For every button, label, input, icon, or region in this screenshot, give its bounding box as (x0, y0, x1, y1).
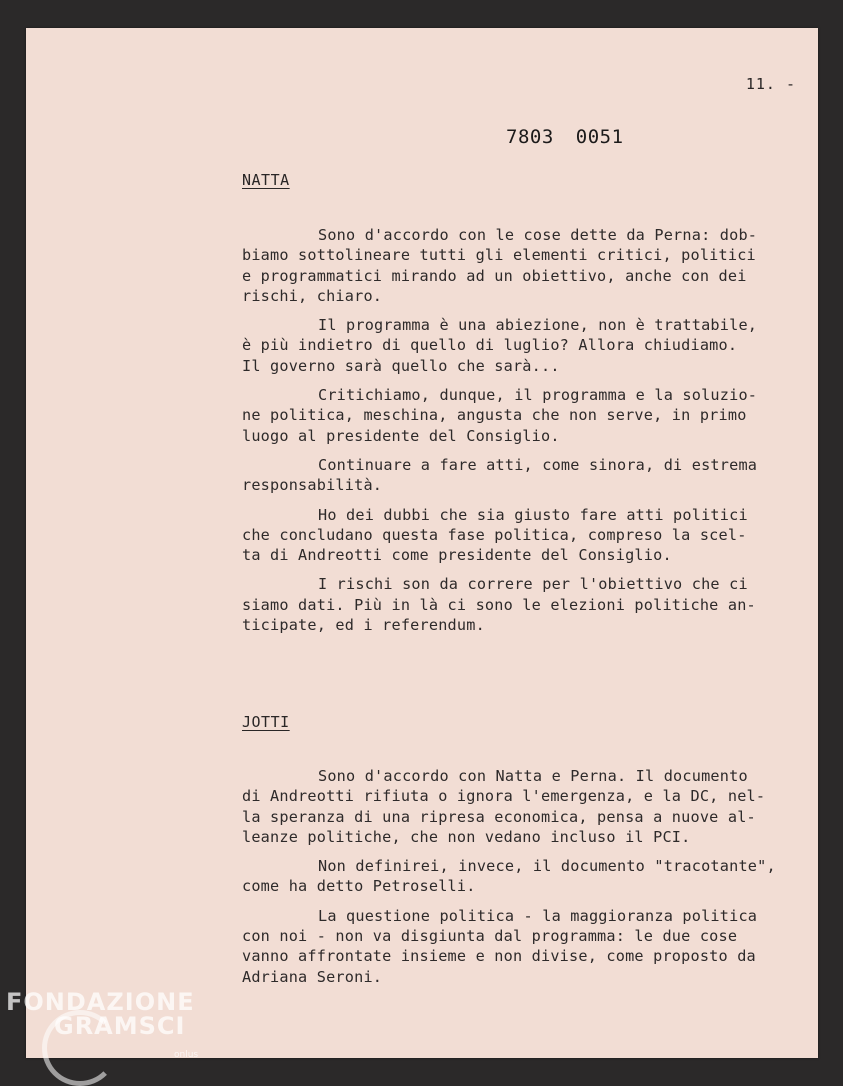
text-line: e programmatici mirando ad un obiettivo, anche con dei (242, 266, 747, 285)
text-line: la speranza di una ripresa economica, pensa a nuove al- (242, 807, 756, 826)
logo-line-1: FONDAZIONE (6, 988, 195, 1016)
text-line: Il governo sarà quello che sarà... (242, 356, 560, 375)
text-line: Sono d'accordo con le cose dette da Perna: dob- (318, 226, 758, 244)
text-line: responsabilità. (242, 476, 383, 495)
text-line: biamo sottolineare tutti gli elementi critici, politici (242, 246, 756, 265)
paragraph (242, 906, 782, 987)
text-line: Continuare a fare atti, come sinora, di estrema (318, 455, 758, 474)
text-line: La questione politica - la maggioranza politica (318, 906, 758, 925)
paragraph (242, 505, 782, 566)
paragraph (242, 315, 782, 376)
archive-code-part: 7803 (506, 126, 554, 148)
page-number: 11. - (745, 75, 796, 93)
text-line: Adriana Seroni. (242, 967, 383, 986)
paragraph (242, 766, 782, 847)
text-line: Non definirei, invece, il documento "tracotante", (318, 857, 776, 876)
speaker-heading-jotti: JOTTI (242, 713, 290, 731)
logo-line-3: onlus (174, 1050, 199, 1060)
archive-code-part: 0051 (575, 126, 624, 148)
text-line: luogo al presidente del Consiglio. (242, 426, 560, 445)
paragraph (242, 574, 782, 635)
text-line: ticipate, ed i referendum. (242, 616, 485, 635)
text-line: vanno affrontate insieme e non divise, come proposto da (242, 947, 756, 966)
text-line: con noi - non va disgiunta dal programma: le due cose (242, 927, 738, 946)
natta-speech (242, 225, 782, 644)
logo-ring-icon (42, 1010, 118, 1086)
paragraph (242, 385, 782, 446)
archive-code (506, 126, 646, 148)
text-line: I rischi son da correre per l'obiettivo che ci (318, 575, 748, 594)
text-line: siamo dati. Più in là ci sono le elezioni politiche an- (242, 595, 756, 614)
text-line: è più indietro di quello di luglio? Allora chiudiamo. (242, 336, 738, 355)
jotti-speech (242, 766, 782, 996)
text-line: ne politica, meschina, angusta che non serve, in primo (242, 406, 747, 425)
fondazione-gramsci-logo (6, 988, 199, 1060)
document-page (26, 28, 818, 1058)
text-line: come ha detto Petroselli. (242, 877, 476, 896)
text-line: leanze politiche, che non vedano incluso il PCI. (242, 827, 691, 846)
text-line: Ho dei dubbi che sia giusto fare atti politici (318, 505, 748, 524)
text-line: Critichiamo, dunque, il programma e la soluzio- (318, 386, 758, 405)
text-line: che concludano questa fase politica, compreso la scel- (242, 525, 747, 544)
paragraph (242, 856, 782, 897)
text-line: rischi, chiaro. (242, 286, 383, 305)
speaker-heading-natta: NATTA (242, 171, 290, 189)
text-line: Il programma è una abiezione, non è trattabile, (318, 316, 758, 335)
text-line: Sono d'accordo con Natta e Perna. Il documento (318, 767, 748, 785)
paragraph (242, 225, 782, 306)
logo-line-2: GRAMSCI (54, 1012, 186, 1040)
paragraph (242, 455, 782, 496)
text-line: ta di Andreotti come presidente del Consiglio. (242, 546, 672, 565)
text-line: di Andreotti rifiuta o ignora l'emergenza, e la DC, nel- (242, 787, 766, 806)
